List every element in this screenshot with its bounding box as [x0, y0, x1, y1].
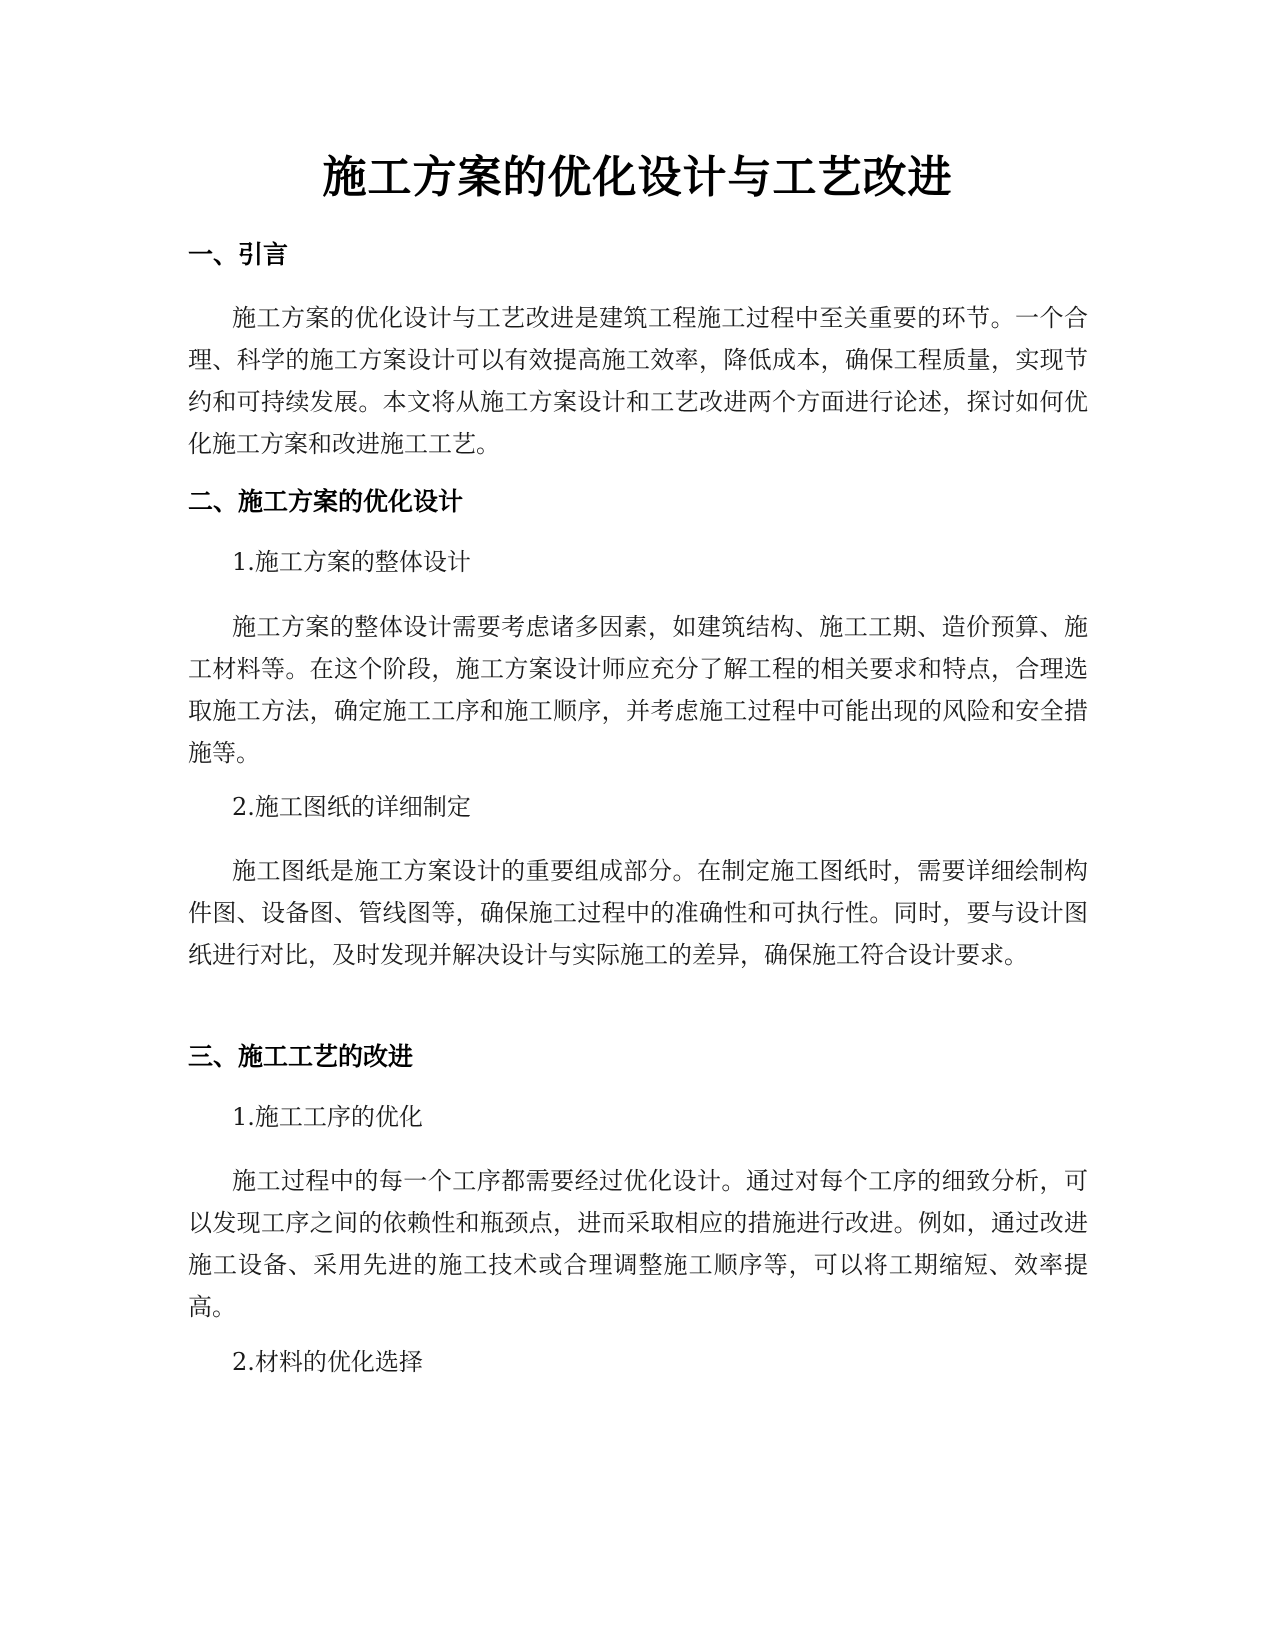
paragraph-overall-design: 施工方案的整体设计需要考虑诸多因素，如建筑结构、施工工期、造价预算、施工材料等。在这个阶段，施工方案设计师应充分了解工程的相关要求和特点，合理选取施工方法，确定施工工序和施工顺序，并考虑施工过程中可能出现的风险和安全措施等。 — [188, 613, 1088, 767]
section-heading-intro: 一、引言 — [188, 240, 289, 269]
subheading-material-selection: 2.材料的优化选择 — [232, 1348, 423, 1376]
subheading-overall-design: 1.施工方案的整体设计 — [232, 548, 471, 576]
subheading-sequence-optimization: 1.施工工序的优化 — [232, 1103, 423, 1131]
section-heading-process: 三、施工工艺的改进 — [188, 1042, 414, 1071]
subheading-drawings: 2.施工图纸的详细制定 — [232, 793, 471, 821]
paragraph-drawings: 施工图纸是施工方案设计的重要组成部分。在制定施工图纸时，需要详细绘制构件图、设备图、管线图等，确保施工过程中的准确性和可执行性。同时，要与设计图纸进行对比，及时发现并解决设计与实际施工的差异，确保施工符合设计要求。 — [188, 857, 1088, 969]
section-heading-design: 二、施工方案的优化设计 — [188, 487, 464, 516]
paragraph-sequence-optimization: 施工过程中的每一个工序都需要经过优化设计。通过对每个工序的细致分析，可以发现工序之间的依赖性和瓶颈点，进而采取相应的措施进行改进。例如，通过改进施工设备、采用先进的施工技术或合理调整施工顺序等，可以将工期缩短、效率提高。 — [188, 1167, 1088, 1321]
paragraph-intro: 施工方案的优化设计与工艺改进是建筑工程施工过程中至关重要的环节。一个合理、科学的施工方案设计可以有效提高施工效率，降低成本，确保工程质量，实现节约和可持续发展。本文将从施工方案设计和工艺改进两个方面进行论述，探讨如何优化施工方案和改进施工工艺。 — [188, 304, 1088, 458]
page-title: 施工方案的优化设计与工艺改进 — [322, 152, 953, 203]
